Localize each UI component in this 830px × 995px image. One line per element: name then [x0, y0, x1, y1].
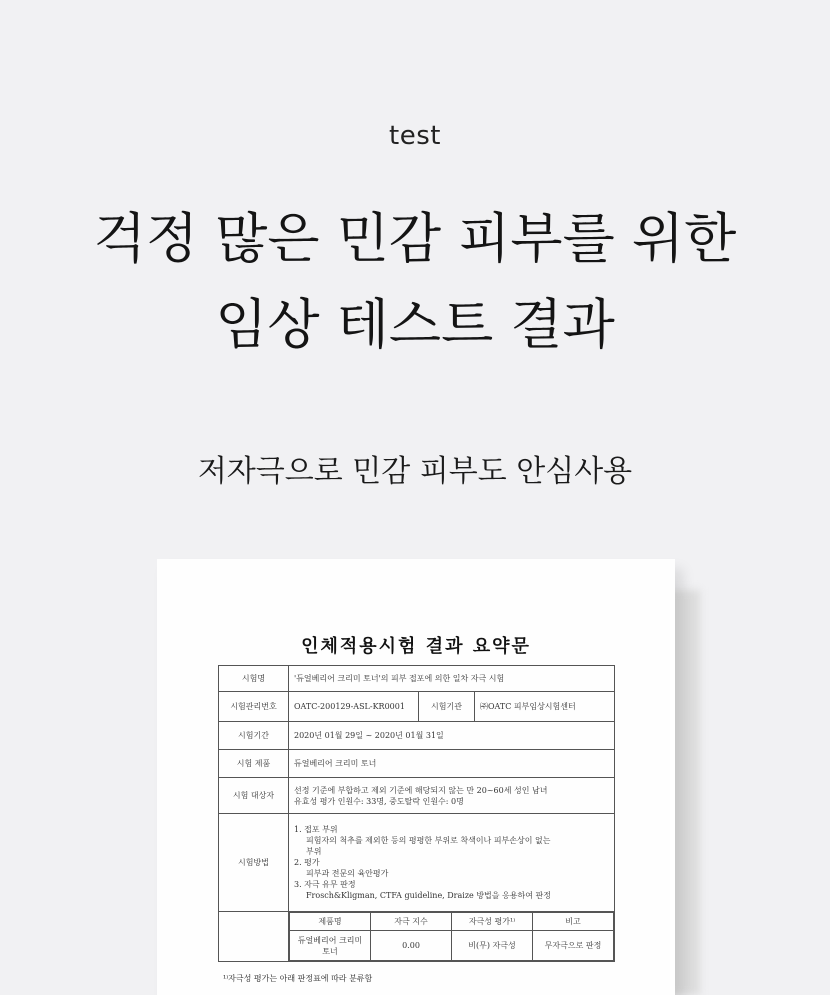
method-line: 2. 평가: [294, 858, 320, 867]
method-value: [289, 814, 615, 912]
org-label: 시험기관: [419, 692, 475, 722]
table-row: [219, 912, 615, 962]
period-value: 2020년 01월 29일 ~ 2020년 01월 31일: [289, 722, 615, 750]
headline: [0, 196, 830, 368]
method-line: 3. 자극 유무 판정: [294, 880, 356, 889]
summary-table: [218, 665, 615, 962]
table-row: [219, 778, 615, 814]
method-line: 1. 접포 부위: [294, 825, 338, 834]
result-cell: 비(무) 자극성: [452, 931, 533, 961]
test-name-value: '듀얼베리어 크리미 토너'의 피부 접포에 의한 일차 자극 시험: [289, 666, 615, 692]
mgmt-no-value: OATC-200129-ASL-KR0001: [289, 692, 419, 722]
eyebrow-label: test: [389, 121, 441, 151]
table-row: [219, 722, 615, 750]
document-title: 인체적용시험 결과 요약문: [301, 636, 531, 657]
subject-label: 시험 대상자: [219, 778, 289, 814]
product-value: 듀얼베리어 크리미 토너: [289, 750, 615, 778]
test-name-label: 시험명: [219, 666, 289, 692]
result-header-cell: 자극 지수: [371, 913, 452, 931]
result-cell: 0.00: [371, 931, 452, 961]
result-data-row: [290, 931, 614, 961]
result-cell: 듀얼베리어 크리미 토너: [290, 931, 371, 961]
result-header-cell: 비고: [533, 913, 614, 931]
result-header-cell: 제품명: [290, 913, 371, 931]
method-line: Frosch&Kligman, CTFA guideline, Draize 방법을 응용하여 판정: [306, 891, 551, 900]
result-cell: 무자극으로 판정: [533, 931, 614, 961]
headline-line-1: 걱정 많은 민감 피부를 위한: [93, 207, 737, 270]
mgmt-no-label: 시험관리번호: [219, 692, 289, 722]
method-line: 부위: [306, 847, 322, 856]
result-header-row: [290, 913, 614, 931]
product-label: 시험 제품: [219, 750, 289, 778]
table-row: [219, 666, 615, 692]
table-row: [219, 814, 615, 912]
subject-line-2: 유효성 평가 인원수: 33명, 중도탈락 인원수: 0명: [294, 796, 464, 806]
org-value: ㈜OATC 피부임상시험센터: [475, 692, 615, 722]
headline-line-2: 임상 테스트 결과: [215, 293, 615, 356]
result-header-cell: 자극성 평가¹⁾: [452, 913, 533, 931]
table-row: [219, 692, 615, 722]
period-label: 시험기간: [219, 722, 289, 750]
subject-line-1: 선정 기준에 부합하고 제외 기준에 해당되지 않는 만 20~60세 성인 남녀: [294, 785, 548, 795]
method-line: 피험자의 척추를 제외한 등의 평평한 부위로 착색이나 피부손상이 없는: [306, 836, 551, 845]
table-row: [219, 750, 615, 778]
result-table: [289, 912, 614, 961]
method-label: 시험방법: [219, 814, 289, 912]
method-line: 피부과 전문의 육안평가: [306, 869, 389, 878]
clinical-report-document: [157, 559, 675, 995]
subheadline: 저자극으로 민감 피부도 안심사용: [197, 454, 633, 489]
footnote: ¹⁾자극성 평가는 아래 판정표에 따라 분류함: [223, 974, 373, 983]
